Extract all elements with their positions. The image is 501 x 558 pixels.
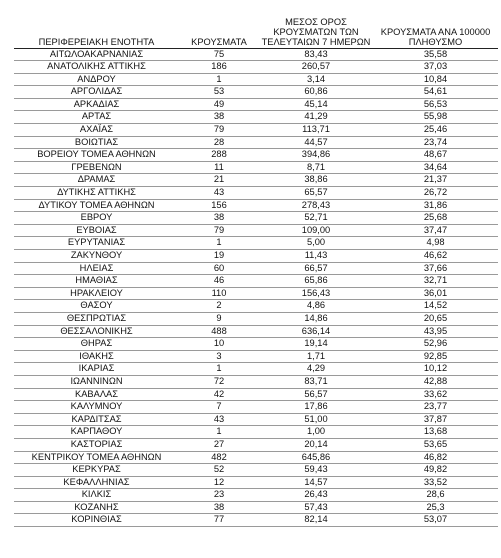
cell-regional-unit: ΔΥΤΙΚΟΥ ΤΟΜΕΑ ΑΘΗΝΩΝ <box>14 199 179 212</box>
cell-7day-average: 636,14 <box>259 325 373 338</box>
cell-7day-average: 60,86 <box>259 86 373 99</box>
header-cases: ΚΡΟΥΣΜΑΤΑ <box>179 6 259 48</box>
cell-regional-unit: ΘΕΣΣΑΛΟΝΙΚΗΣ <box>14 325 179 338</box>
table-row <box>14 375 498 388</box>
cell-regional-unit: ΚΟΡΙΝΘΙΑΣ <box>14 514 179 527</box>
table-header <box>14 6 498 48</box>
cell-7day-average: 1,00 <box>259 426 373 439</box>
cell-cases: 1 <box>179 363 259 376</box>
cell-cases-per-100k: 48,67 <box>373 149 498 162</box>
cell-regional-unit: ΑΙΤΩΛΟΑΚΑΡΝΑΝΙΑΣ <box>14 48 179 61</box>
table-row <box>14 224 498 237</box>
table-row <box>14 111 498 124</box>
cell-cases: 156 <box>179 199 259 212</box>
table-row <box>14 275 498 288</box>
cell-regional-unit: ΙΚΑΡΙΑΣ <box>14 363 179 376</box>
cell-cases-per-100k: 92,85 <box>373 350 498 363</box>
cell-regional-unit: ΔΡΑΜΑΣ <box>14 174 179 187</box>
cell-cases-per-100k: 37,03 <box>373 61 498 74</box>
cell-regional-unit: ΗΜΑΘΙΑΣ <box>14 275 179 288</box>
table-row <box>14 149 498 162</box>
cell-regional-unit: ΕΒΡΟΥ <box>14 212 179 225</box>
cell-7day-average: 4,86 <box>259 300 373 313</box>
cell-cases-per-100k: 53,65 <box>373 438 498 451</box>
cell-7day-average: 11,43 <box>259 250 373 263</box>
table-row <box>14 212 498 225</box>
cell-7day-average: 59,43 <box>259 464 373 477</box>
cell-7day-average: 65,86 <box>259 275 373 288</box>
cell-regional-unit: ΚΟΖΑΝΗΣ <box>14 501 179 514</box>
cell-7day-average: 56,57 <box>259 388 373 401</box>
table-row <box>14 237 498 250</box>
cell-regional-unit: ΑΧΑΪΑΣ <box>14 124 179 137</box>
cell-7day-average: 52,71 <box>259 212 373 225</box>
cell-regional-unit: ΗΛΕΙΑΣ <box>14 262 179 275</box>
cell-cases: 21 <box>179 174 259 187</box>
cell-regional-unit: ΚΕΡΚΥΡΑΣ <box>14 464 179 477</box>
cell-cases: 52 <box>179 464 259 477</box>
cell-cases-per-100k: 55,98 <box>373 111 498 124</box>
cell-7day-average: 51,00 <box>259 413 373 426</box>
cell-cases: 43 <box>179 413 259 426</box>
cell-cases: 23 <box>179 489 259 502</box>
cell-regional-unit: ΚΕΝΤΡΙΚΟΥ ΤΟΜΕΑ ΑΘΗΝΩΝ <box>14 451 179 464</box>
cell-cases: 38 <box>179 501 259 514</box>
cell-7day-average: 26,43 <box>259 489 373 502</box>
table-row <box>14 61 498 74</box>
cell-cases-per-100k: 20,65 <box>373 312 498 325</box>
cell-7day-average: 645,86 <box>259 451 373 464</box>
cell-cases: 49 <box>179 98 259 111</box>
table-row <box>14 161 498 174</box>
cell-regional-unit: ΚΑΡΠΑΘΟΥ <box>14 426 179 439</box>
cell-cases: 38 <box>179 212 259 225</box>
table-row <box>14 338 498 351</box>
cell-cases: 53 <box>179 86 259 99</box>
cell-7day-average: 17,86 <box>259 401 373 414</box>
cell-regional-unit: ΒΟΡΕΙΟΥ ΤΟΜΕΑ ΑΘΗΝΩΝ <box>14 149 179 162</box>
table-row <box>14 401 498 414</box>
cell-cases-per-100k: 42,88 <box>373 375 498 388</box>
cell-cases: 75 <box>179 48 259 61</box>
cell-cases-per-100k: 33,62 <box>373 388 498 401</box>
cell-7day-average: 45,14 <box>259 98 373 111</box>
cell-regional-unit: ΓΡΕΒΕΝΩΝ <box>14 161 179 174</box>
cell-cases: 79 <box>179 124 259 137</box>
cell-regional-unit: ΑΡΚΑΔΙΑΣ <box>14 98 179 111</box>
table-row <box>14 86 498 99</box>
cell-cases-per-100k: 35,58 <box>373 48 498 61</box>
cell-cases-per-100k: 34,64 <box>373 161 498 174</box>
cell-cases-per-100k: 26,72 <box>373 187 498 200</box>
header-regional-unit: ΠΕΡΙΦΕΡΕΙΑΚΗ ΕΝΟΤΗΤΑ <box>14 6 179 48</box>
cell-cases-per-100k: 28,6 <box>373 489 498 502</box>
cell-7day-average: 66,57 <box>259 262 373 275</box>
table-row <box>14 136 498 149</box>
cell-cases: 79 <box>179 224 259 237</box>
cell-cases-per-100k: 37,47 <box>373 224 498 237</box>
table-row <box>14 250 498 263</box>
cell-cases-per-100k: 37,87 <box>373 413 498 426</box>
cell-cases: 28 <box>179 136 259 149</box>
cell-7day-average: 260,57 <box>259 61 373 74</box>
cell-regional-unit: ΙΩΑΝΝΙΝΩΝ <box>14 375 179 388</box>
table-row <box>14 413 498 426</box>
cell-cases-per-100k: 36,01 <box>373 287 498 300</box>
cell-cases-per-100k: 25,3 <box>373 501 498 514</box>
cell-cases-per-100k: 52,96 <box>373 338 498 351</box>
table-row <box>14 287 498 300</box>
cell-regional-unit: ΑΝΔΡΟΥ <box>14 73 179 86</box>
cell-7day-average: 113,71 <box>259 124 373 137</box>
cell-cases-per-100k: 53,07 <box>373 514 498 527</box>
cell-cases-per-100k: 13,68 <box>373 426 498 439</box>
cell-7day-average: 44,57 <box>259 136 373 149</box>
table-row <box>14 363 498 376</box>
header-7day-average: ΜΕΣΟΣ ΟΡΟΣ ΚΡΟΥΣΜΑΤΩΝ ΤΩΝ ΤΕΛΕΥΤΑΙΩΝ 7 ΗΜΕΡΩΝ <box>259 6 373 48</box>
cell-regional-unit: ΚΙΛΚΙΣ <box>14 489 179 502</box>
cell-7day-average: 20,14 <box>259 438 373 451</box>
cell-cases: 42 <box>179 388 259 401</box>
table-row <box>14 300 498 313</box>
cell-cases: 11 <box>179 161 259 174</box>
cell-7day-average: 109,00 <box>259 224 373 237</box>
table-row <box>14 187 498 200</box>
cell-cases: 27 <box>179 438 259 451</box>
cell-cases-per-100k: 31,86 <box>373 199 498 212</box>
cell-7day-average: 41,29 <box>259 111 373 124</box>
cell-cases-per-100k: 32,71 <box>373 275 498 288</box>
cell-cases: 12 <box>179 476 259 489</box>
cell-7day-average: 8,71 <box>259 161 373 174</box>
cell-7day-average: 57,43 <box>259 501 373 514</box>
cell-cases-per-100k: 46,62 <box>373 250 498 263</box>
cell-cases: 1 <box>179 237 259 250</box>
cases-table <box>14 6 498 527</box>
cell-cases: 482 <box>179 451 259 464</box>
cell-regional-unit: ΚΑΣΤΟΡΙΑΣ <box>14 438 179 451</box>
cell-cases-per-100k: 25,46 <box>373 124 498 137</box>
cell-cases: 77 <box>179 514 259 527</box>
cell-7day-average: 83,43 <box>259 48 373 61</box>
cell-cases: 43 <box>179 187 259 200</box>
cell-cases: 1 <box>179 73 259 86</box>
cell-cases-per-100k: 10,84 <box>373 73 498 86</box>
table-row <box>14 174 498 187</box>
cell-cases-per-100k: 23,77 <box>373 401 498 414</box>
cell-cases-per-100k: 10,12 <box>373 363 498 376</box>
table-row <box>14 464 498 477</box>
cell-cases-per-100k: 21,37 <box>373 174 498 187</box>
cell-cases-per-100k: 25,68 <box>373 212 498 225</box>
cell-regional-unit: ΒΟΙΩΤΙΑΣ <box>14 136 179 149</box>
cell-cases-per-100k: 14,52 <box>373 300 498 313</box>
table-row <box>14 312 498 325</box>
cell-regional-unit: ΕΥΒΟΙΑΣ <box>14 224 179 237</box>
cell-cases: 288 <box>179 149 259 162</box>
cell-cases: 186 <box>179 61 259 74</box>
table-row <box>14 426 498 439</box>
table-row <box>14 501 498 514</box>
table-row <box>14 124 498 137</box>
cell-cases-per-100k: 46,82 <box>373 451 498 464</box>
cell-7day-average: 1,71 <box>259 350 373 363</box>
cell-regional-unit: ΗΡΑΚΛΕΙΟΥ <box>14 287 179 300</box>
table-row <box>14 48 498 61</box>
cell-7day-average: 394,86 <box>259 149 373 162</box>
cell-cases-per-100k: 54,61 <box>373 86 498 99</box>
table-row <box>14 350 498 363</box>
cell-regional-unit: ΑΝΑΤΟΛΙΚΗΣ ΑΤΤΙΚΗΣ <box>14 61 179 74</box>
cell-cases-per-100k: 37,66 <box>373 262 498 275</box>
cell-cases: 10 <box>179 338 259 351</box>
cell-7day-average: 156,43 <box>259 287 373 300</box>
table-row <box>14 438 498 451</box>
cell-7day-average: 38,86 <box>259 174 373 187</box>
table-row <box>14 73 498 86</box>
cell-regional-unit: ΕΥΡΥΤΑΝΙΑΣ <box>14 237 179 250</box>
cell-regional-unit: ΔΥΤΙΚΗΣ ΑΤΤΙΚΗΣ <box>14 187 179 200</box>
cell-regional-unit: ΑΡΤΑΣ <box>14 111 179 124</box>
cell-cases-per-100k: 33,52 <box>373 476 498 489</box>
cell-cases: 19 <box>179 250 259 263</box>
cell-7day-average: 14,86 <box>259 312 373 325</box>
cell-cases: 46 <box>179 275 259 288</box>
cell-cases-per-100k: 43,95 <box>373 325 498 338</box>
cell-regional-unit: ΚΑΛΥΜΝΟΥ <box>14 401 179 414</box>
table-row <box>14 98 498 111</box>
header-cases-per-100k: ΚΡΟΥΣΜΑΤΑ ΑΝΑ 100000 ΠΛΗΘΥΣΜΟ <box>373 6 498 48</box>
cell-cases: 3 <box>179 350 259 363</box>
table-row <box>14 325 498 338</box>
table-row <box>14 262 498 275</box>
table-body <box>14 48 498 527</box>
cell-regional-unit: ΚΕΦΑΛΛΗΝΙΑΣ <box>14 476 179 489</box>
cell-7day-average: 83,71 <box>259 375 373 388</box>
cell-cases-per-100k: 49,82 <box>373 464 498 477</box>
cell-7day-average: 4,29 <box>259 363 373 376</box>
cell-cases: 9 <box>179 312 259 325</box>
cell-cases: 2 <box>179 300 259 313</box>
cell-7day-average: 3,14 <box>259 73 373 86</box>
cell-cases-per-100k: 56,53 <box>373 98 498 111</box>
table-row <box>14 489 498 502</box>
cell-regional-unit: ΙΘΑΚΗΣ <box>14 350 179 363</box>
cell-7day-average: 65,57 <box>259 187 373 200</box>
cell-regional-unit: ΖΑΚΥΝΘΟΥ <box>14 250 179 263</box>
table-row <box>14 388 498 401</box>
cell-cases-per-100k: 23,74 <box>373 136 498 149</box>
table-row <box>14 476 498 489</box>
cell-cases: 38 <box>179 111 259 124</box>
cell-cases: 7 <box>179 401 259 414</box>
cell-cases: 60 <box>179 262 259 275</box>
cell-7day-average: 278,43 <box>259 199 373 212</box>
table-row <box>14 199 498 212</box>
table-row <box>14 514 498 527</box>
cell-cases: 110 <box>179 287 259 300</box>
cell-7day-average: 19,14 <box>259 338 373 351</box>
cell-regional-unit: ΘΗΡΑΣ <box>14 338 179 351</box>
cell-regional-unit: ΚΑΡΔΙΤΣΑΣ <box>14 413 179 426</box>
cell-7day-average: 14,57 <box>259 476 373 489</box>
cell-regional-unit: ΑΡΓΟΛΙΔΑΣ <box>14 86 179 99</box>
cell-cases: 488 <box>179 325 259 338</box>
cell-regional-unit: ΘΑΣΟΥ <box>14 300 179 313</box>
cell-regional-unit: ΘΕΣΠΡΩΤΙΑΣ <box>14 312 179 325</box>
cell-regional-unit: ΚΑΒΑΛΑΣ <box>14 388 179 401</box>
cell-7day-average: 82,14 <box>259 514 373 527</box>
cell-cases: 72 <box>179 375 259 388</box>
cell-cases-per-100k: 4,98 <box>373 237 498 250</box>
table-row <box>14 451 498 464</box>
cell-7day-average: 5,00 <box>259 237 373 250</box>
cell-cases: 1 <box>179 426 259 439</box>
